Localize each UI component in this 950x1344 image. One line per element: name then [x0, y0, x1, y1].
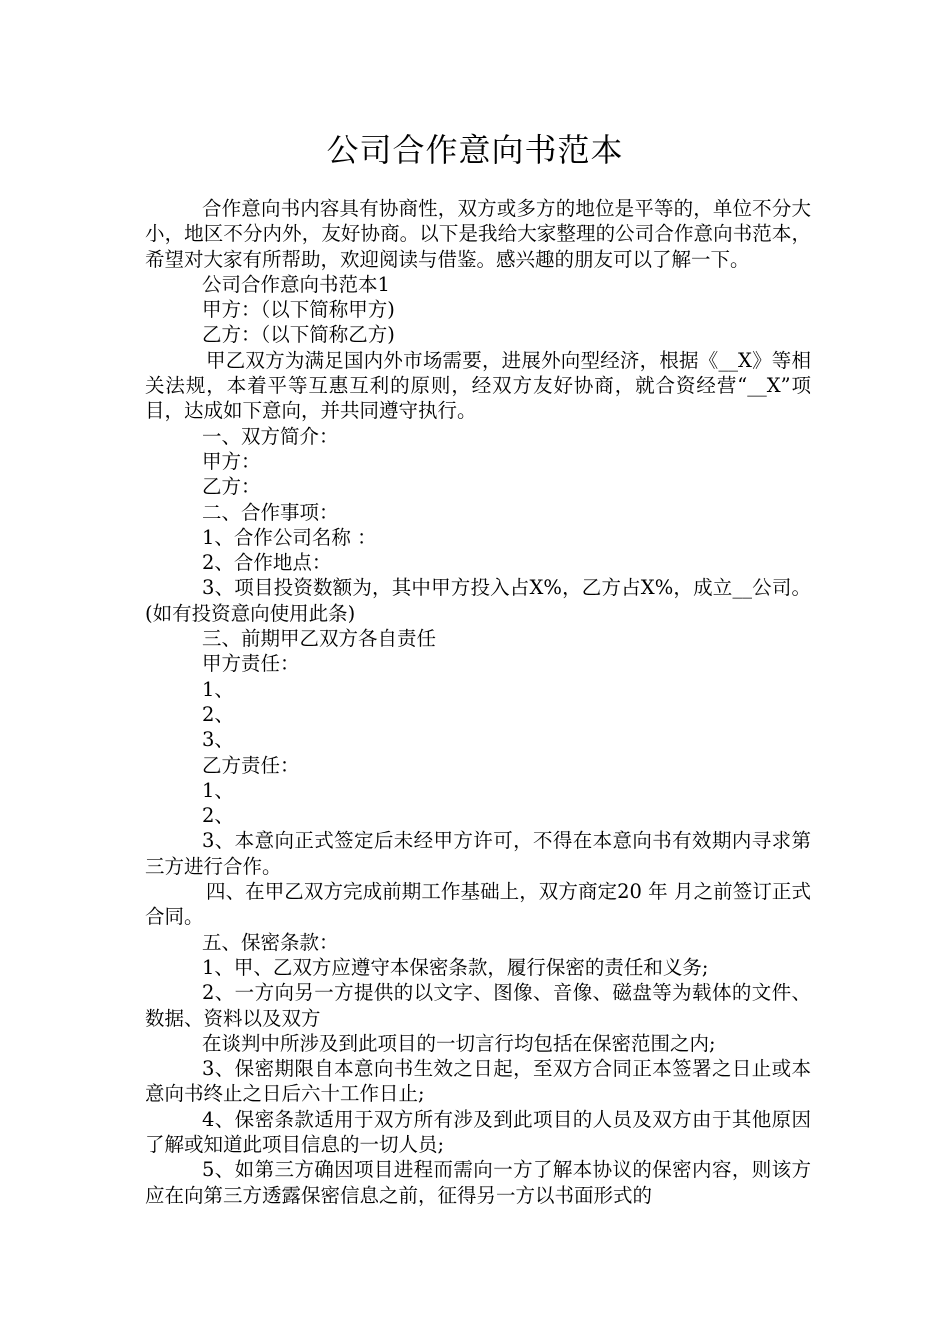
- list-item: 2、: [202, 702, 234, 726]
- list-item: 3、本意向正式签定后未经甲方许可，不得在本意向书有效期内寻求第三方进行合作。: [145, 829, 811, 878]
- list-item: 3、保密期限自本意向书生效之日起，至双方合同正本签署之日止或本意向书终止之日后六十工作日止;: [145, 1057, 811, 1106]
- list-item: 2、一方向另一方提供的以文字、图像、音像、磁盘等为载体的文件、数据、资料以及双方: [145, 981, 811, 1030]
- preamble-paragraph: 甲乙双方为满足国内外市场需要，进展外向型经济，根据《__X》等相关法规，本着平等互惠互利的原则，经双方友好协商，就合资经营“__X”项目，达成如下意向，并共同遵守执行。: [145, 348, 811, 423]
- document-body: [145, 196, 811, 1208]
- list-item: 5、如第三方确因项目进程而需向一方了解本协议的保密内容，则该方应在向第三方透露保密信息之前，征得另一方以书面形式的: [145, 1158, 811, 1207]
- list-item: 1、合作公司名称 ：: [202, 525, 377, 549]
- intro-paragraph: 合作意向书内容具有协商性，双方或多方的地位是平等的，单位不分大小，地区不分内外，友好协商。以下是我给大家整理的公司合作意向书范本，希望对大家有所帮助，欢迎阅读与借鉴。感兴趣的朋友可以了解一下。: [145, 197, 811, 271]
- paragraph: 甲方：: [202, 449, 261, 473]
- section-heading: 一、双方简介：: [202, 424, 339, 448]
- list-item: 2、合作地点：: [202, 551, 332, 575]
- sample-heading: 公司合作意向书范本1: [202, 272, 390, 296]
- list-item: 3、项目投资数额为，其中甲方投入占X%，乙方占X%，成立__公司。(如有投资意向使用此条): [145, 576, 811, 625]
- paragraph: 乙方：: [202, 475, 261, 499]
- document-title: 公司合作意向书范本: [326, 131, 624, 169]
- list-item: 1、甲、乙双方应遵守本保密条款，履行保密的责任和义务;: [202, 955, 709, 979]
- party-b-line: 乙方：（以下简称乙方): [202, 323, 395, 347]
- paragraph: 乙方责任：: [202, 753, 300, 777]
- list-item: 1、: [202, 677, 234, 701]
- section-heading: 五、保密条款：: [202, 930, 339, 954]
- list-item: 1、: [202, 778, 234, 802]
- paragraph: 在谈判中所涉及到此项目的一切言行均包括在保密范围之内;: [202, 1031, 716, 1055]
- list-item: 2、: [202, 804, 234, 828]
- section-heading: 三、前期甲乙双方各自责任: [202, 627, 437, 651]
- paragraph: 甲方责任：: [202, 652, 300, 676]
- party-a-line: 甲方：（以下简称甲方): [202, 298, 395, 322]
- section-heading: 二、合作事项：: [202, 500, 339, 524]
- section-heading: 四、在甲乙双方完成前期工作基础上，双方商定20 年 月之前签订正式合同。: [145, 880, 811, 929]
- list-item: 3、: [202, 728, 234, 752]
- list-item: 4、保密条款适用于双方所有涉及到此项目的人员及双方由于其他原因了解或知道此项目信息的一切人员;: [145, 1107, 811, 1156]
